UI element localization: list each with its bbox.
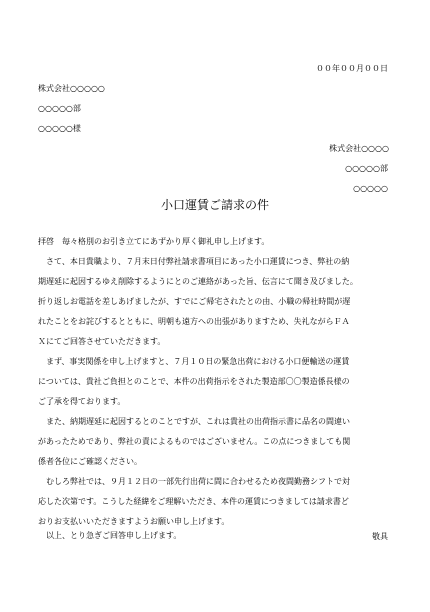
recipient-person: ○○○○○様 — [38, 124, 81, 133]
body-line: 折り返しお電話を差しあげましたが、すでにご帰宅されたとの由、小職の帰社時間が遅 — [38, 297, 351, 306]
body-line: おりお支払いいただきますようお願い申し上げます。 — [38, 517, 230, 526]
body-line-final: 以上、とり急ぎご回答申し上げます。 — [38, 531, 182, 540]
sender-person: ○○○○○ — [353, 184, 388, 193]
body-line: さて、本日貴職より、７月末日付弊社請求書項目にあった小口運賃につき、弊社の納 — [38, 257, 350, 266]
body-line: まず、事実関係を申し上げますと、７月１０日の緊急出荷における小口便輸送の運賃 — [38, 357, 350, 366]
recipient-department: ○○○○○部 — [38, 104, 81, 113]
body-line: れたことをお詫びするとともに、明朝も遠方への出張がありますため、失礼ながらＦＡ — [38, 317, 350, 326]
body-line: 拝啓 毎々格別のお引き立てにあずかり厚く御礼申し上げます。 — [38, 237, 270, 246]
body-line: Ｘにてご回答させていただきます。 — [38, 337, 166, 346]
sender-department: ○○○○○部 — [345, 164, 388, 173]
sender-company: 株式会社○○○○ — [329, 144, 389, 153]
recipient-company: 株式会社○○○○○ — [38, 84, 105, 93]
body-line: 応した次第です。こうした経緯をご理解いただき、本件の運賃につきましては請求書ど — [38, 497, 349, 506]
body-line: また、納期遅延に起因するとのことですが、これは貴社の出荷指示書に品名の間違い — [38, 417, 350, 426]
body-line: があったためであり、弊社の責によるものではございません。この点につきましても関 — [38, 437, 351, 446]
closing-remark: 敬具 — [372, 532, 388, 541]
letter-body — [38, 237, 394, 537]
document-date: ００年００月００日 — [316, 64, 388, 73]
document-title: 小口運賃ご請求の件 — [160, 198, 269, 212]
body-line: 係者各位にご確認ください。 — [38, 457, 142, 466]
body-line: については、貴社ご負担とのことで、本件の出荷指示をされた製造部〇〇製造係長様の — [38, 377, 350, 386]
body-line: むしろ弊社では、９月１２日の一部先行出荷に間に合わせるため夜間勤務シフトで対 — [38, 477, 350, 486]
body-line: 期遅延に起因するゆえ削除するようにとのご連絡があった旨、伝言にて聞き及びました。 — [38, 277, 358, 286]
body-line: ご了承を得ております。 — [38, 397, 126, 406]
